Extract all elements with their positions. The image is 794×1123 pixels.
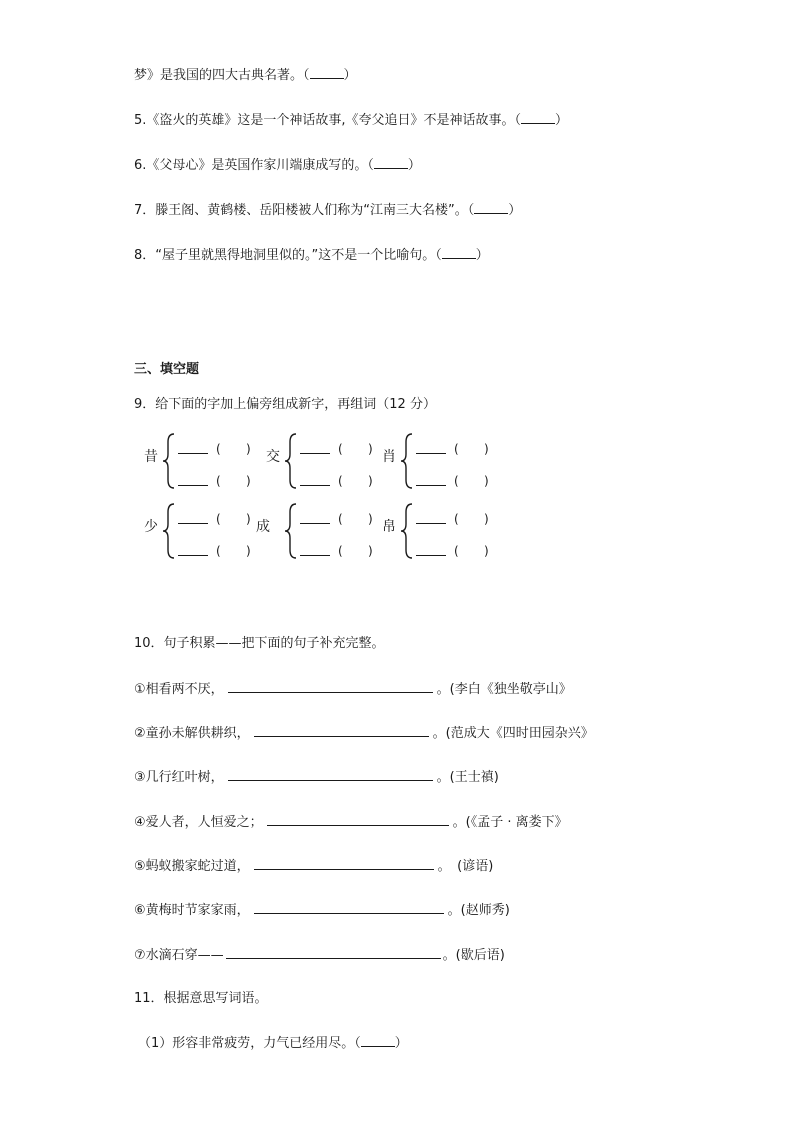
answer-slot[interactable]: ( ) [178,442,251,456]
tf-question-6: 6.《父母心》是英国作家川端康成写的。（ ） [134,158,421,173]
answer-slot[interactable]: ( ) [416,474,489,488]
brace-icon [162,502,178,560]
answer-blank[interactable] [474,201,508,214]
fill-blank[interactable] [254,857,434,870]
answer-blank[interactable] [442,246,476,259]
question-9-prompt: 9．给下面的字加上偏旁组成新字，再组词（12 分） [134,397,436,412]
radical-grid [134,428,514,568]
base-character: 成 [256,519,270,535]
answer-slot[interactable]: ( ) [416,544,489,558]
fill-blank[interactable] [267,813,449,826]
radical-cell [246,498,373,558]
answer-blank[interactable] [361,1034,395,1047]
base-character: 肖 [382,449,396,465]
sentence-item: ②童孙未解供耕织， 。(范成大《四时田园杂兴》 [134,726,594,741]
section-title: 三、填空题 [134,362,200,377]
answer-slot[interactable]: ( ) [178,474,251,488]
answer-slot[interactable]: ( ) [300,442,373,456]
tf-question-8: 8．“屋子里就黑得地洞里似的。”这不是一个比喻句。（ ） [134,248,489,263]
fill-blank[interactable] [254,724,429,737]
sentence-item: ⑦水滴石穿—— 。(歇后语) [134,948,505,963]
brace-icon [400,432,416,490]
word-definition-item: （1）形容非常疲劳，力气已经用尽。（ ） [138,1036,408,1051]
tf-question-5: 5.《盗火的英雄》这是一个神话故事,《夸父追日》不是神话故事。（ ） [134,113,569,128]
tf-question-7: 7．滕王阁、黄鹤楼、岳阳楼被人们称为“江南三大名楼”。（ ） [134,203,522,218]
base-character: 帛 [382,519,396,535]
fill-blank[interactable] [228,768,433,781]
answer-slot[interactable]: ( ) [300,544,373,558]
brace-icon [284,502,300,560]
sentence-item: ③几行红叶树， 。(王士禛) [134,770,499,785]
fill-blank[interactable] [228,680,433,693]
brace-icon [284,432,300,490]
base-character: 交 [266,449,280,465]
sentence-item: ⑥黄梅时节家家雨， 。(赵师秀) [134,903,510,918]
question-11-prompt: 11．根据意思写词语。 [134,991,268,1006]
answer-blank[interactable] [521,111,555,124]
answer-blank[interactable] [374,156,408,169]
answer-slot[interactable]: ( ) [178,544,251,558]
radical-cell [256,428,376,488]
base-character: 少 [144,519,158,535]
sentence-item: ①相看两不厌， 。(李白《独坐敬亭山》 [134,682,572,697]
answer-blank[interactable] [310,66,344,79]
answer-slot[interactable]: ( ) [178,512,251,526]
answer-slot[interactable]: ( ) [300,512,373,526]
question-10-prompt: 10．句子积累——把下面的句子补充完整。 [134,636,385,651]
answer-slot[interactable]: ( ) [416,512,489,526]
answer-slot[interactable]: ( ) [300,474,373,488]
radical-cell [372,428,492,488]
fill-blank[interactable] [254,901,444,914]
base-character: 昔 [144,449,158,465]
brace-icon [162,432,178,490]
tf-question-4-continued: 梦》是我国的四大古典名著。（ ） [134,68,357,83]
answer-slot[interactable]: ( ) [416,442,489,456]
sentence-item: ⑤蚂蚁搬家蛇过道， 。 (谚语) [134,859,494,874]
fill-blank[interactable] [226,946,441,959]
sentence-item: ④爱人者，人恒爱之； 。(《孟子 · 离娄下》 [134,815,568,830]
radical-cell [134,428,254,488]
radical-cell [372,498,492,558]
brace-icon [400,502,416,560]
radical-cell [134,498,254,558]
